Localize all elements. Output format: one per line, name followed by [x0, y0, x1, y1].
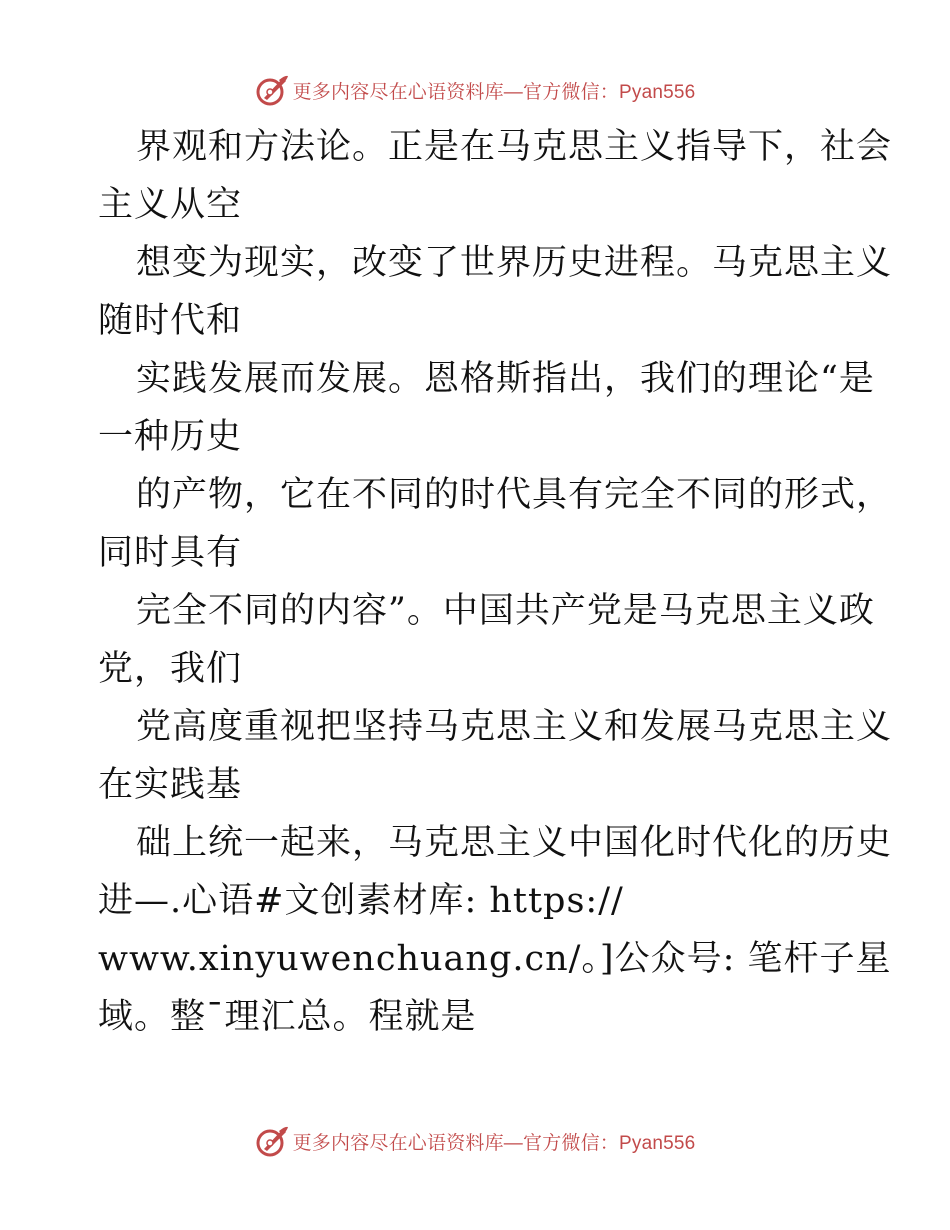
text-line: 的产物，它在不同的时代具有完全不同的形式， — [136, 475, 893, 515]
text-line: 党，我们 — [98, 649, 243, 689]
watermark-footer — [0, 1121, 950, 1161]
quill-pen-circle-icon — [255, 73, 289, 107]
text-line: 础上统一起来，马克思主义中国化时代化的历史 — [136, 823, 893, 863]
text-line: 主义从空 — [98, 185, 243, 225]
text-line: 一种历史 — [98, 417, 243, 457]
text-line: 随时代和 — [98, 301, 243, 341]
quill-pen-circle-icon — [255, 1124, 289, 1158]
text-line: 在实践基 — [98, 765, 243, 805]
text-line: 完全不同的内容”。中国共产党是马克思主义政 — [136, 591, 875, 631]
text-line: 实践发展而发展。恩格斯指出，我们的理论“是 — [136, 359, 875, 399]
text-line: 党高度重视把坚持马克思主义和发展马克思主义 — [136, 707, 893, 747]
text-line: 域。整¯理汇总。程就是 — [98, 997, 477, 1037]
watermark-text: 更多内容尽在心语资料库—官方微信：Pyan556 — [292, 81, 696, 103]
watermark-header — [0, 70, 950, 110]
text-line: 想变为现实，改变了世界历史进程。马克思主义 — [136, 243, 893, 283]
watermark-text: 更多内容尽在心语资料库—官方微信：Pyan556 — [292, 1132, 696, 1154]
document-body — [98, 118, 893, 1046]
text-line: www.xinyuwenchuang.cn/。]公众号: 笔杆子星 — [98, 939, 892, 979]
text-line: 界观和方法论。正是在马克思主义指导下，社会 — [136, 127, 893, 167]
text-line: 同时具有 — [98, 533, 243, 573]
text-line: 进—.心语#文创素材库: https:// — [98, 881, 624, 921]
